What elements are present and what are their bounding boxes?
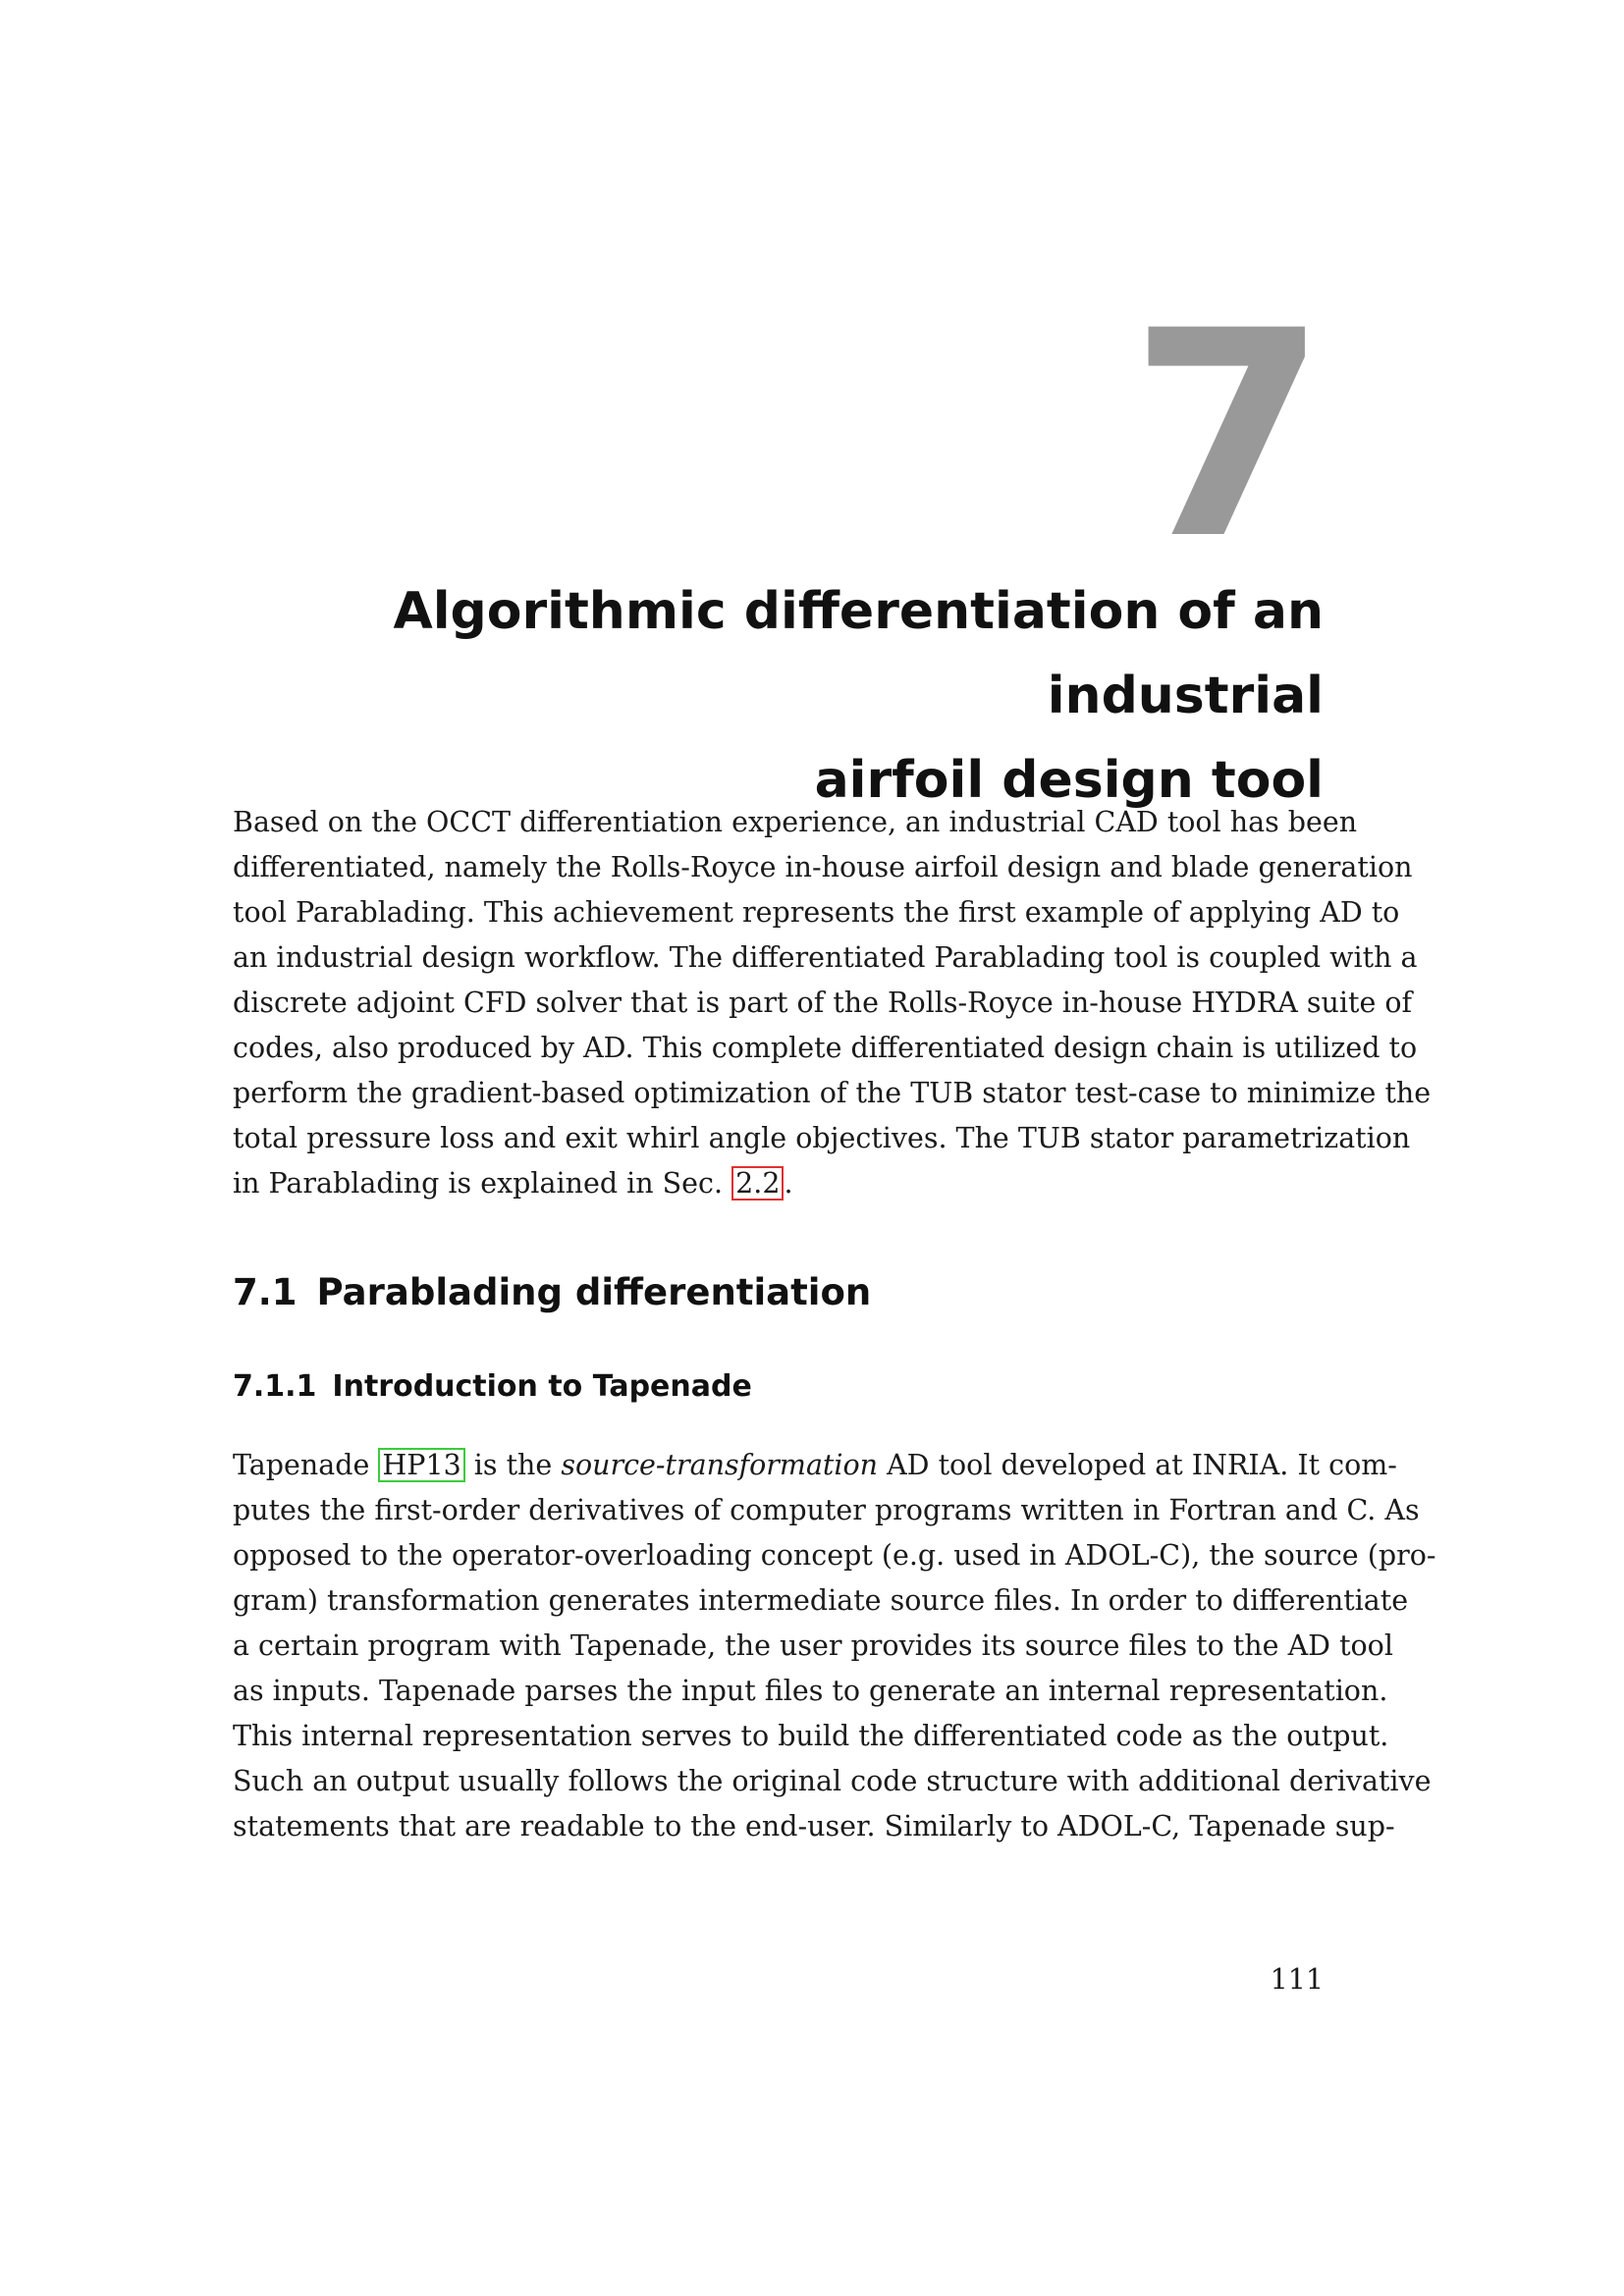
chapter-title-line: Algorithmic differentiation of an industrial [393, 582, 1324, 725]
text-line: Such an output usually follows the original code structure with additional derivative [233, 1765, 1432, 1797]
text-line: total pressure loss and exit whirl angle objectives. The TUB stator parametrization [233, 1122, 1411, 1154]
section-heading [233, 1271, 871, 1313]
text-line: Based on the OCCT differentiation experience, an industrial CAD tool has been [233, 806, 1358, 838]
intro-paragraph [233, 800, 1432, 1206]
text-fragment: . [784, 1167, 793, 1200]
subsection-title: Introduction to Tapenade [332, 1369, 752, 1404]
text-fragment: Tapenade [233, 1449, 379, 1481]
subsection-heading [233, 1369, 752, 1404]
text-line: a certain program with Tapenade, the user provides its source files to the AD tool [233, 1629, 1393, 1662]
chapter-title-line: airfoil design tool [814, 751, 1324, 810]
text-fragment: AD tool developed at INRIA. It com- [878, 1449, 1397, 1481]
section-reference-link[interactable]: 2.2 [731, 1166, 784, 1201]
citation-link[interactable]: HP13 [378, 1448, 464, 1482]
text-line: codes, also produced by AD. This complete differentiated design chain is utilized to [233, 1032, 1418, 1064]
text-line: perform the gradient-based optimization of the TUB stator test-case to minimize the [233, 1077, 1432, 1109]
chapter-title [233, 569, 1324, 823]
text-fragment: is the [464, 1449, 562, 1481]
text-line: statements that are readable to the end-user. Similarly to ADOL-C, Tapenade sup- [233, 1810, 1395, 1842]
text-fragment: in Parablading is explained in Sec. [233, 1167, 732, 1200]
text-line: differentiated, namely the Rolls-Royce in-house airfoil design and blade generation [233, 851, 1413, 883]
text-line: putes the first-order derivatives of computer programs written in Fortran and C. As [233, 1494, 1420, 1526]
text-line: tool Parablading. This achievement represents the first example of applying AD to [233, 896, 1400, 929]
page-number: 111 [1270, 1963, 1324, 1996]
text-line: an industrial design workflow. The differentiated Parablading tool is coupled with a [233, 941, 1418, 974]
chapter-number: 7 [1129, 271, 1324, 602]
tapenade-paragraph [233, 1443, 1436, 1849]
text-line [233, 1161, 1323, 1206]
section-number: 7.1 [233, 1271, 298, 1313]
text-line: as inputs. Tapenade parses the input files to generate an internal representation. [233, 1675, 1388, 1707]
subsection-number: 7.1.1 [233, 1369, 317, 1404]
emphasis-text: source-transformation [561, 1449, 879, 1481]
text-line [233, 1443, 1397, 1488]
text-line: opposed to the operator-overloading concept (e.g. used in ADOL-C), the source (pro- [233, 1539, 1436, 1572]
text-line: discrete adjoint CFD solver that is part of the Rolls-Royce in-house HYDRA suite of [233, 987, 1413, 1019]
text-line: gram) transformation generates intermediate source files. In order to differentiate [233, 1584, 1409, 1617]
section-title: Parablading differentiation [316, 1271, 872, 1313]
text-line: This internal representation serves to build the differentiated code as the output. [233, 1720, 1389, 1752]
